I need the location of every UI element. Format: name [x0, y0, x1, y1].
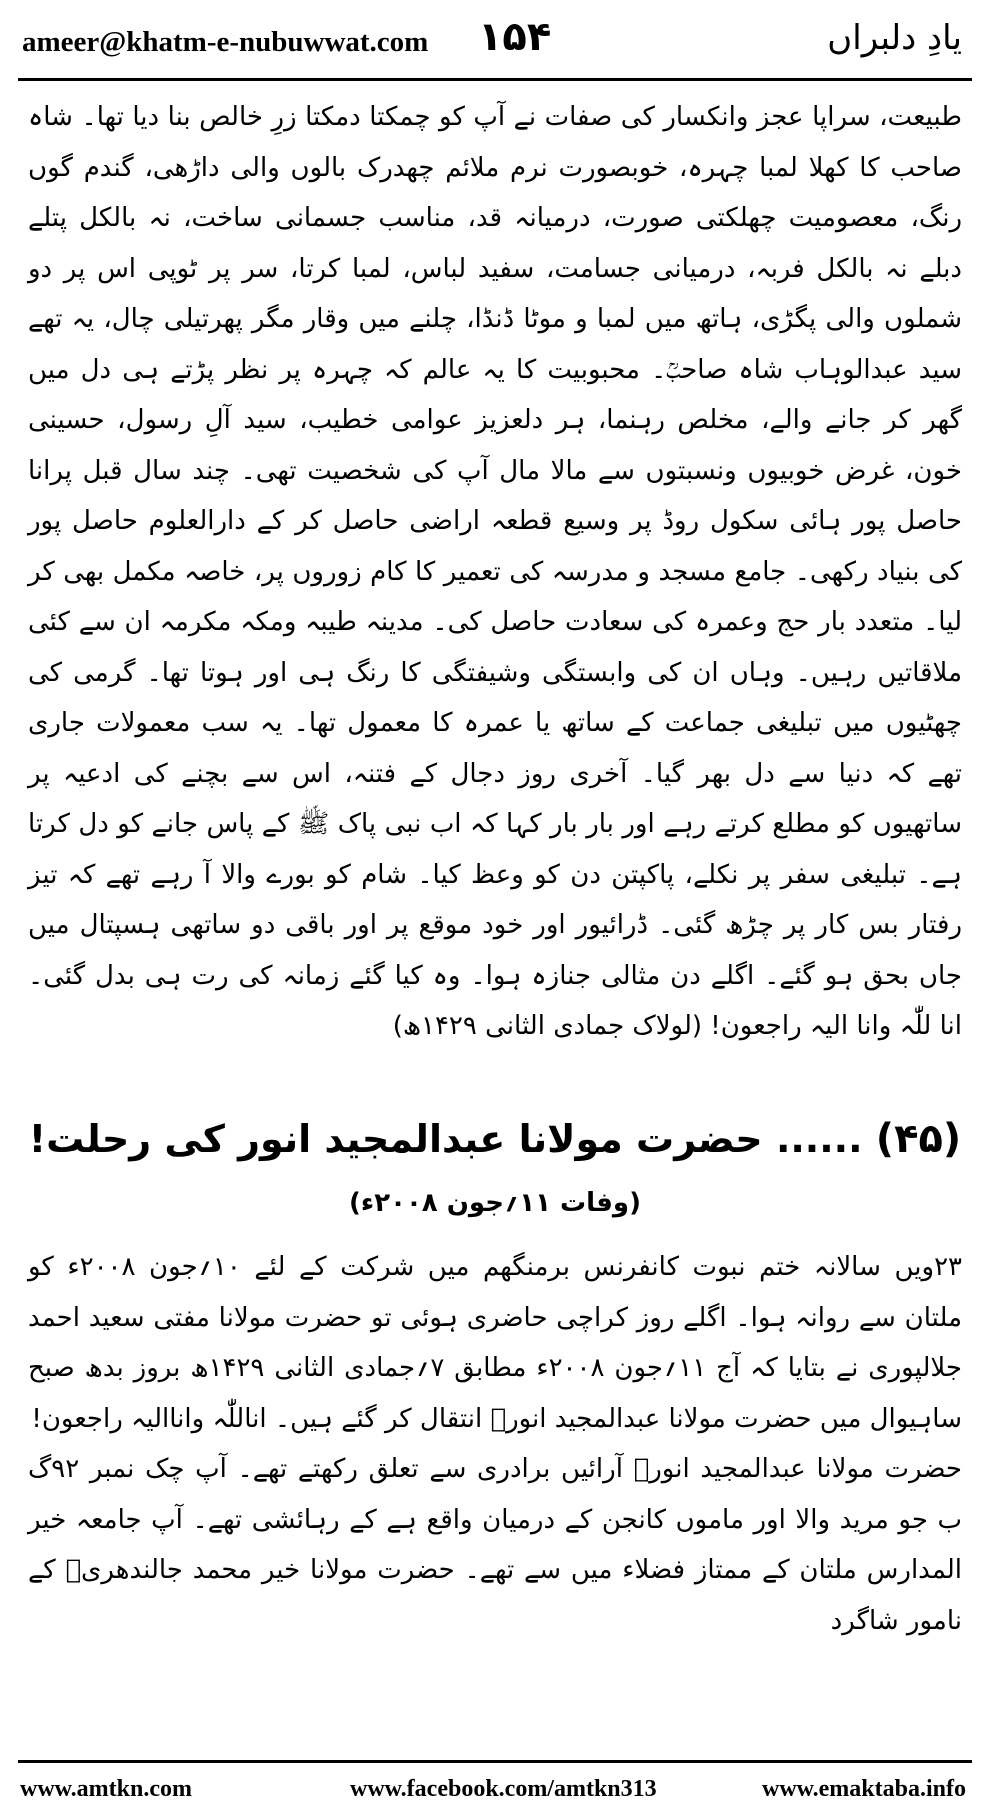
- book-title: یادِ دلبراں: [827, 18, 962, 58]
- page-header: [0, 0, 990, 88]
- footer-link-emaktaba[interactable]: www.emaktaba.info: [761, 1776, 966, 1802]
- chapter-heading: [28, 1116, 962, 1162]
- chapter-number: (۴۵): [875, 1116, 962, 1162]
- body-text: [28, 92, 962, 1052]
- page-footer: [0, 1768, 990, 1812]
- footer-link-facebook[interactable]: www.facebook.com/amtkn313: [350, 1776, 657, 1802]
- paragraph: ۲۳ویں سالانہ ختم نبوت کانفرنس برمنگھم میں شرکت کے لئے ۱۰؍جون ۲۰۰۸ء کو ملتان سے روانہ ہوا۔ اگلے روز کراچی حاضری ہوئی تو حضرت مولانا مفتی سعید احمد جلالپوری نے بتایا کہ آج ۱۱؍جون ۲۰۰۸ء مطابق ۷؍جمادی الثانی ۱۴۲۹ھ بروز بدھ صبح ساہیوال میں حضرت مولانا عبدالمجید انورؒ انتقال کر گئے ہیں۔ اناللّٰہ واناالیہ راجعون!: [28, 1252, 962, 1434]
- chapter-subtitle: (وفات ۱۱؍جون ۲۰۰۸ء): [349, 1188, 641, 1218]
- header-divider: [18, 78, 972, 81]
- header-email: ameer@khatm-e-nubuwwat.com: [22, 26, 429, 58]
- paragraph: طبیعت، سراپا عجز وانکسار کی صفات نے آپ کو چمکتا دمکتا زرِ خالص بنا دیا تھا۔ شاہ صاحب کا کھلا لمبا چہرہ، خوبصورت نرم ملائم چھدرک بالوں والی داڑھی، گندم گوں رنگ، معصومیت چھلکتی صورت، درمیانہ قد، مناسب جسمانی ساخت، نہ بالکل پتلے دبلے نہ بالکل فربہ، درمیانی جسامت، سفید لباس، لمبا کرتا، سر پر ٹوپی اس پر دو شملوں والی پگڑی، ہاتھ میں لمبا و موٹا ڈنڈا، چلنے میں وقار مگر پھرتیلی چال، یہ تھے سید عبدالوہاب شاہ صاحبؒ۔ محبوبیت کا یہ عالم کہ چہرہ پر نظر پڑتے ہی دل میں گھر کر جانے والے، مخلص رہنما، ہر دلعزیز عوامی خطیب، سید آلِ رسول، حسینی خون، غرض خوبیوں ونسبتوں سے مالا مال آپ کی شخصیت تھی۔ چند سال قبل پرانا حاصل پور ہائی سکول روڈ پر وسیع قطعہ اراضی حاصل کر کے دارالعلوم حاصل پور کی بنیاد رکھی۔ جامع مسجد و مدرسہ کی تعمیر کا کام زوروں پر، خاصہ مکمل بھی کر لیا۔ متعدد بار حج وعمرہ کی سعادت حاصل کی۔ مدینہ طیبہ ومکہ مکرمہ ان سے کئی ملاقاتیں رہیں۔ وہاں ان کی وابستگی وشیفتگی کا رنگ ہی اور ہوتا تھا۔ گرمی کی چھٹیوں میں تبلیغی جماعت کے ساتھ یا عمرہ کا معمول تھا۔ یہ سب معمولات جاری تھے کہ دنیا سے دل بھر گیا۔ آخری روز دجال کے فتنہ، اس سے بچنے کی ادعیہ پر ساتھیوں کو مطلع کرتے رہے اور بار بار کہا کہ اب نبی پاک ﷺ کے پاس جانے کو دل کرتا ہے۔ تبلیغی سفر پر نکلے، پاکپتن دن کو وعظ کیا۔ شام کو بورے والا آ رہے تھے کہ تیز رفتار بس کار پر چڑھ گئی۔ ڈرائیور اور خود موقع پر اور باقی دو ساتھی ہسپتال میں جاں بحق ہو گئے۔ اگلے دن مثالی جنازہ ہوا۔ وہ کیا گئے زمانہ کی رت ہی بدل گئی۔ انا للّٰہ وانا الیہ راجعون! (لولاک جمادی الثانی ۱۴۲۹ھ): [28, 102, 962, 1041]
- footer-divider: [18, 1760, 972, 1763]
- chapter-dots: ......: [775, 1117, 863, 1161]
- paragraph: حضرت مولانا عبدالمجید انورؒ آرائیں برادری سے تعلق رکھتے تھے۔ آپ چک نمبر ۹۲گ ب جو مرید والا اور ماموں کانجن کے درمیان واقع ہے کے رہائشی تھے۔ آپ جامعہ خیر المدارس ملتان کے ممتاز فضلاء میں سے تھے۔ حضرت مولانا خیر محمد جالندھریؒ کے نامور شاگرد: [28, 1454, 962, 1636]
- section-text: [28, 1242, 962, 1646]
- footer-link-amtkn[interactable]: www.amtkn.com: [20, 1776, 192, 1802]
- page-number: ۱۵۴: [478, 14, 552, 60]
- chapter-title: حضرت مولانا عبدالمجید انور کی رحلت!: [28, 1117, 763, 1161]
